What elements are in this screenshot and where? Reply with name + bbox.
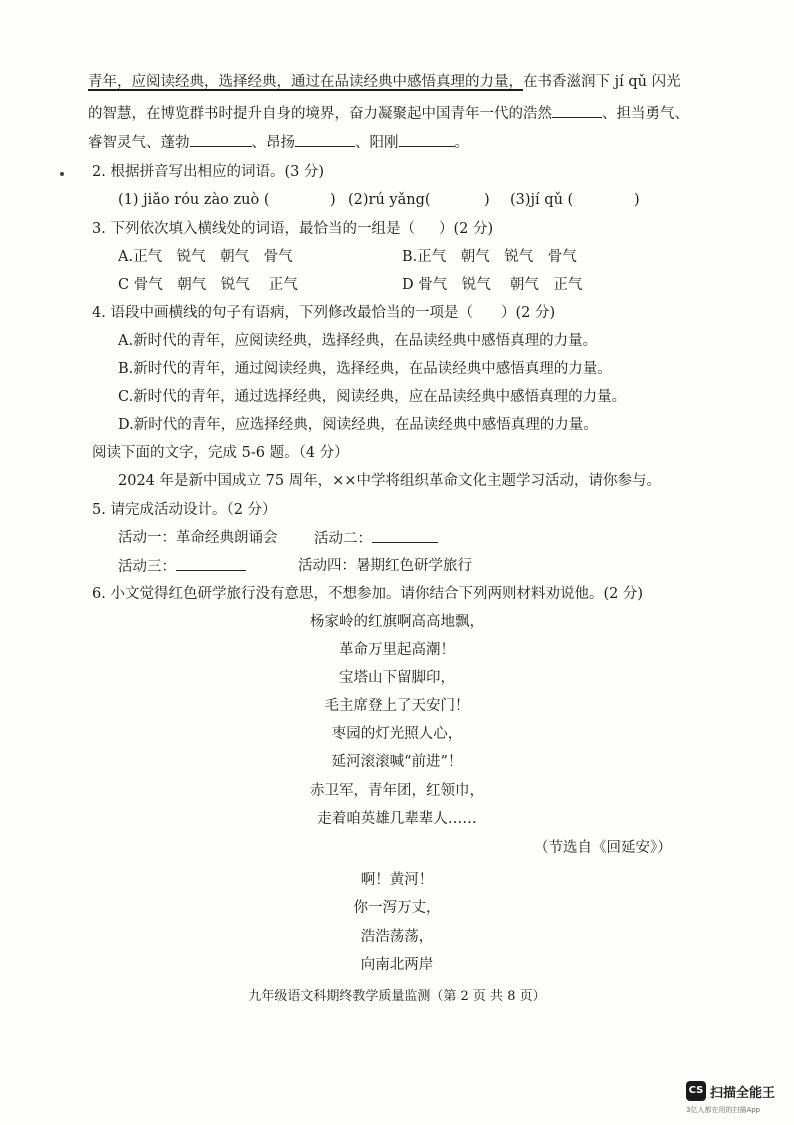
intro-line-2-text: 的智慧，在博览群书时提升自身的境界，奋力凝聚起中国青年一代的浩然 (88, 106, 552, 122)
q5-activity-1: 活动一：革命经典朗诵会 (118, 530, 278, 546)
poem1-line-1: 杨家岭的红旗啊高高地飘， (310, 614, 484, 630)
blank-3[interactable] (295, 132, 355, 147)
reading-context: 2024 年是新中国成立 75 周年，××中学将组织革命文化主题学习活动，请你参与。 (118, 473, 661, 489)
q3-title (92, 219, 493, 239)
blank-1[interactable] (552, 103, 602, 118)
blank-2[interactable] (190, 132, 252, 147)
activity-2-blank[interactable] (372, 528, 438, 543)
q4-option-b: B.新时代的青年，通过阅读经典，选择经典，在品读经典中感悟真理的力量。 (118, 361, 612, 377)
q5-activity-4: 活动四：暑期红色研学旅行 (298, 558, 472, 574)
q4-title-b: ）(2 分) (500, 305, 556, 321)
intro-line-2-end: 、担当勇气、 (602, 106, 689, 122)
q4-title (92, 303, 555, 323)
reading-instruction: 阅读下面的文字，完成 5-6 题。（4 分） (92, 445, 349, 461)
poem1-line-5: 枣园的灯光照人心， (331, 726, 463, 742)
q2-item-1-open: (1) jiǎo róu zào zuò ( (118, 192, 270, 208)
q4-option-d: D.新时代的青年，应选择经典，阅读经典，在品读经典中感悟真理的力量。 (118, 417, 598, 433)
q2-item-2-close: ) (484, 192, 490, 208)
blank-4[interactable] (399, 132, 455, 147)
intro-line-1-rest: 在书香滋润下 jí qǔ 闪光 (523, 74, 681, 90)
q5-activity-2-label: 活动二： (314, 531, 372, 547)
scanner-watermark (686, 1081, 794, 1121)
intro-line-3-b: 、昂扬 (251, 135, 295, 151)
q5-title: 5. 请完成活动设计。（2 分） (92, 502, 277, 518)
q3-option-c: C 骨气 朝气 锐气 正气 (118, 277, 298, 293)
poem1-line-2: 革命万里起高潮！ (339, 642, 455, 658)
scanner-app-name: 扫描全能王 (710, 1086, 776, 1101)
intro-line-3-c: 、阳刚 (355, 135, 399, 151)
q4-option-c: C.新时代的青年，通过选择经典，阅读经典，应在品读经典中感悟真理的力量。 (118, 389, 627, 405)
q2-item-1-close: ) (330, 192, 336, 208)
scan-dot (60, 172, 64, 176)
poem1-line-8: 走着咱英雄几辈辈人…… (317, 811, 477, 827)
poem1-source: （节选自《回延安》） (534, 840, 672, 856)
q2-item-3-close: ) (634, 192, 640, 208)
intro-line-2 (88, 103, 689, 124)
poem1-line-6: 延河滚滚喊“前进”！ (331, 754, 463, 770)
poem2-line-4: 向南北两岸 (360, 957, 434, 973)
q5-activity-3 (118, 556, 246, 577)
intro-line-3 (88, 132, 469, 153)
q3-title-a: 3. 下列依次填入横线处的词语，最恰当的一组是（ (92, 221, 415, 237)
q5-activity-2 (314, 528, 438, 549)
q4-title-a: 4. 语段中画横线的句子有语病，下列修改最恰当的一项是（ (92, 305, 473, 321)
q2-item-2-open: (2)rú yǎng( (348, 192, 431, 208)
poem2-line-2: 你一泻万丈， (353, 900, 441, 916)
q4-option-a: A.新时代的青年，应阅读经典，选择经典，在品读经典中感悟真理的力量。 (118, 333, 598, 349)
q3-option-b: B.正气 朝气 锐气 骨气 (402, 249, 577, 265)
q2-item-3-open: (3)jí qǔ ( (510, 192, 574, 208)
cs-logo-icon: CS (686, 1081, 706, 1101)
q6-title: 6. 小文觉得红色研学旅行没有意思，不想参加。请你结合下列两则材料劝说他。(2 分) (92, 586, 644, 602)
poem1-line-3: 宝塔山下留脚印， (339, 670, 455, 686)
q3-title-b: ）(2 分) (438, 221, 494, 237)
poem2-line-1: 啊！黄河！ (360, 872, 434, 888)
page-footer: 九年级语文科期终教学质量监测（第 2 页 共 8 页） (248, 989, 546, 1004)
underlined-sentence: 青年，应阅读经典，选择经典，通过在品读经典中感悟真理的力量， (88, 74, 523, 90)
intro-line-1 (88, 72, 681, 92)
poem2-line-3: 浩浩荡荡， (360, 929, 434, 945)
poem1-line-7: 赤卫军，青年团，红领巾， (310, 783, 484, 799)
q3-option-d: D 骨气 锐气 朝气 正气 (402, 277, 583, 293)
intro-line-3-end: 。 (454, 135, 469, 151)
q5-activity-3-label: 活动三： (118, 559, 176, 575)
intro-line-3-a: 睿智灵气、蓬勃 (88, 135, 190, 151)
q3-option-a: A.正气 锐气 朝气 骨气 (118, 249, 293, 265)
poem1-line-4: 毛主席登上了天安门！ (324, 698, 470, 714)
q2-title: 2. 根据拼音写出相应的词语。(3 分) (92, 164, 325, 180)
scanner-tagline: 3亿人都在用的扫描App (686, 1106, 761, 1114)
activity-3-blank[interactable] (176, 556, 246, 571)
